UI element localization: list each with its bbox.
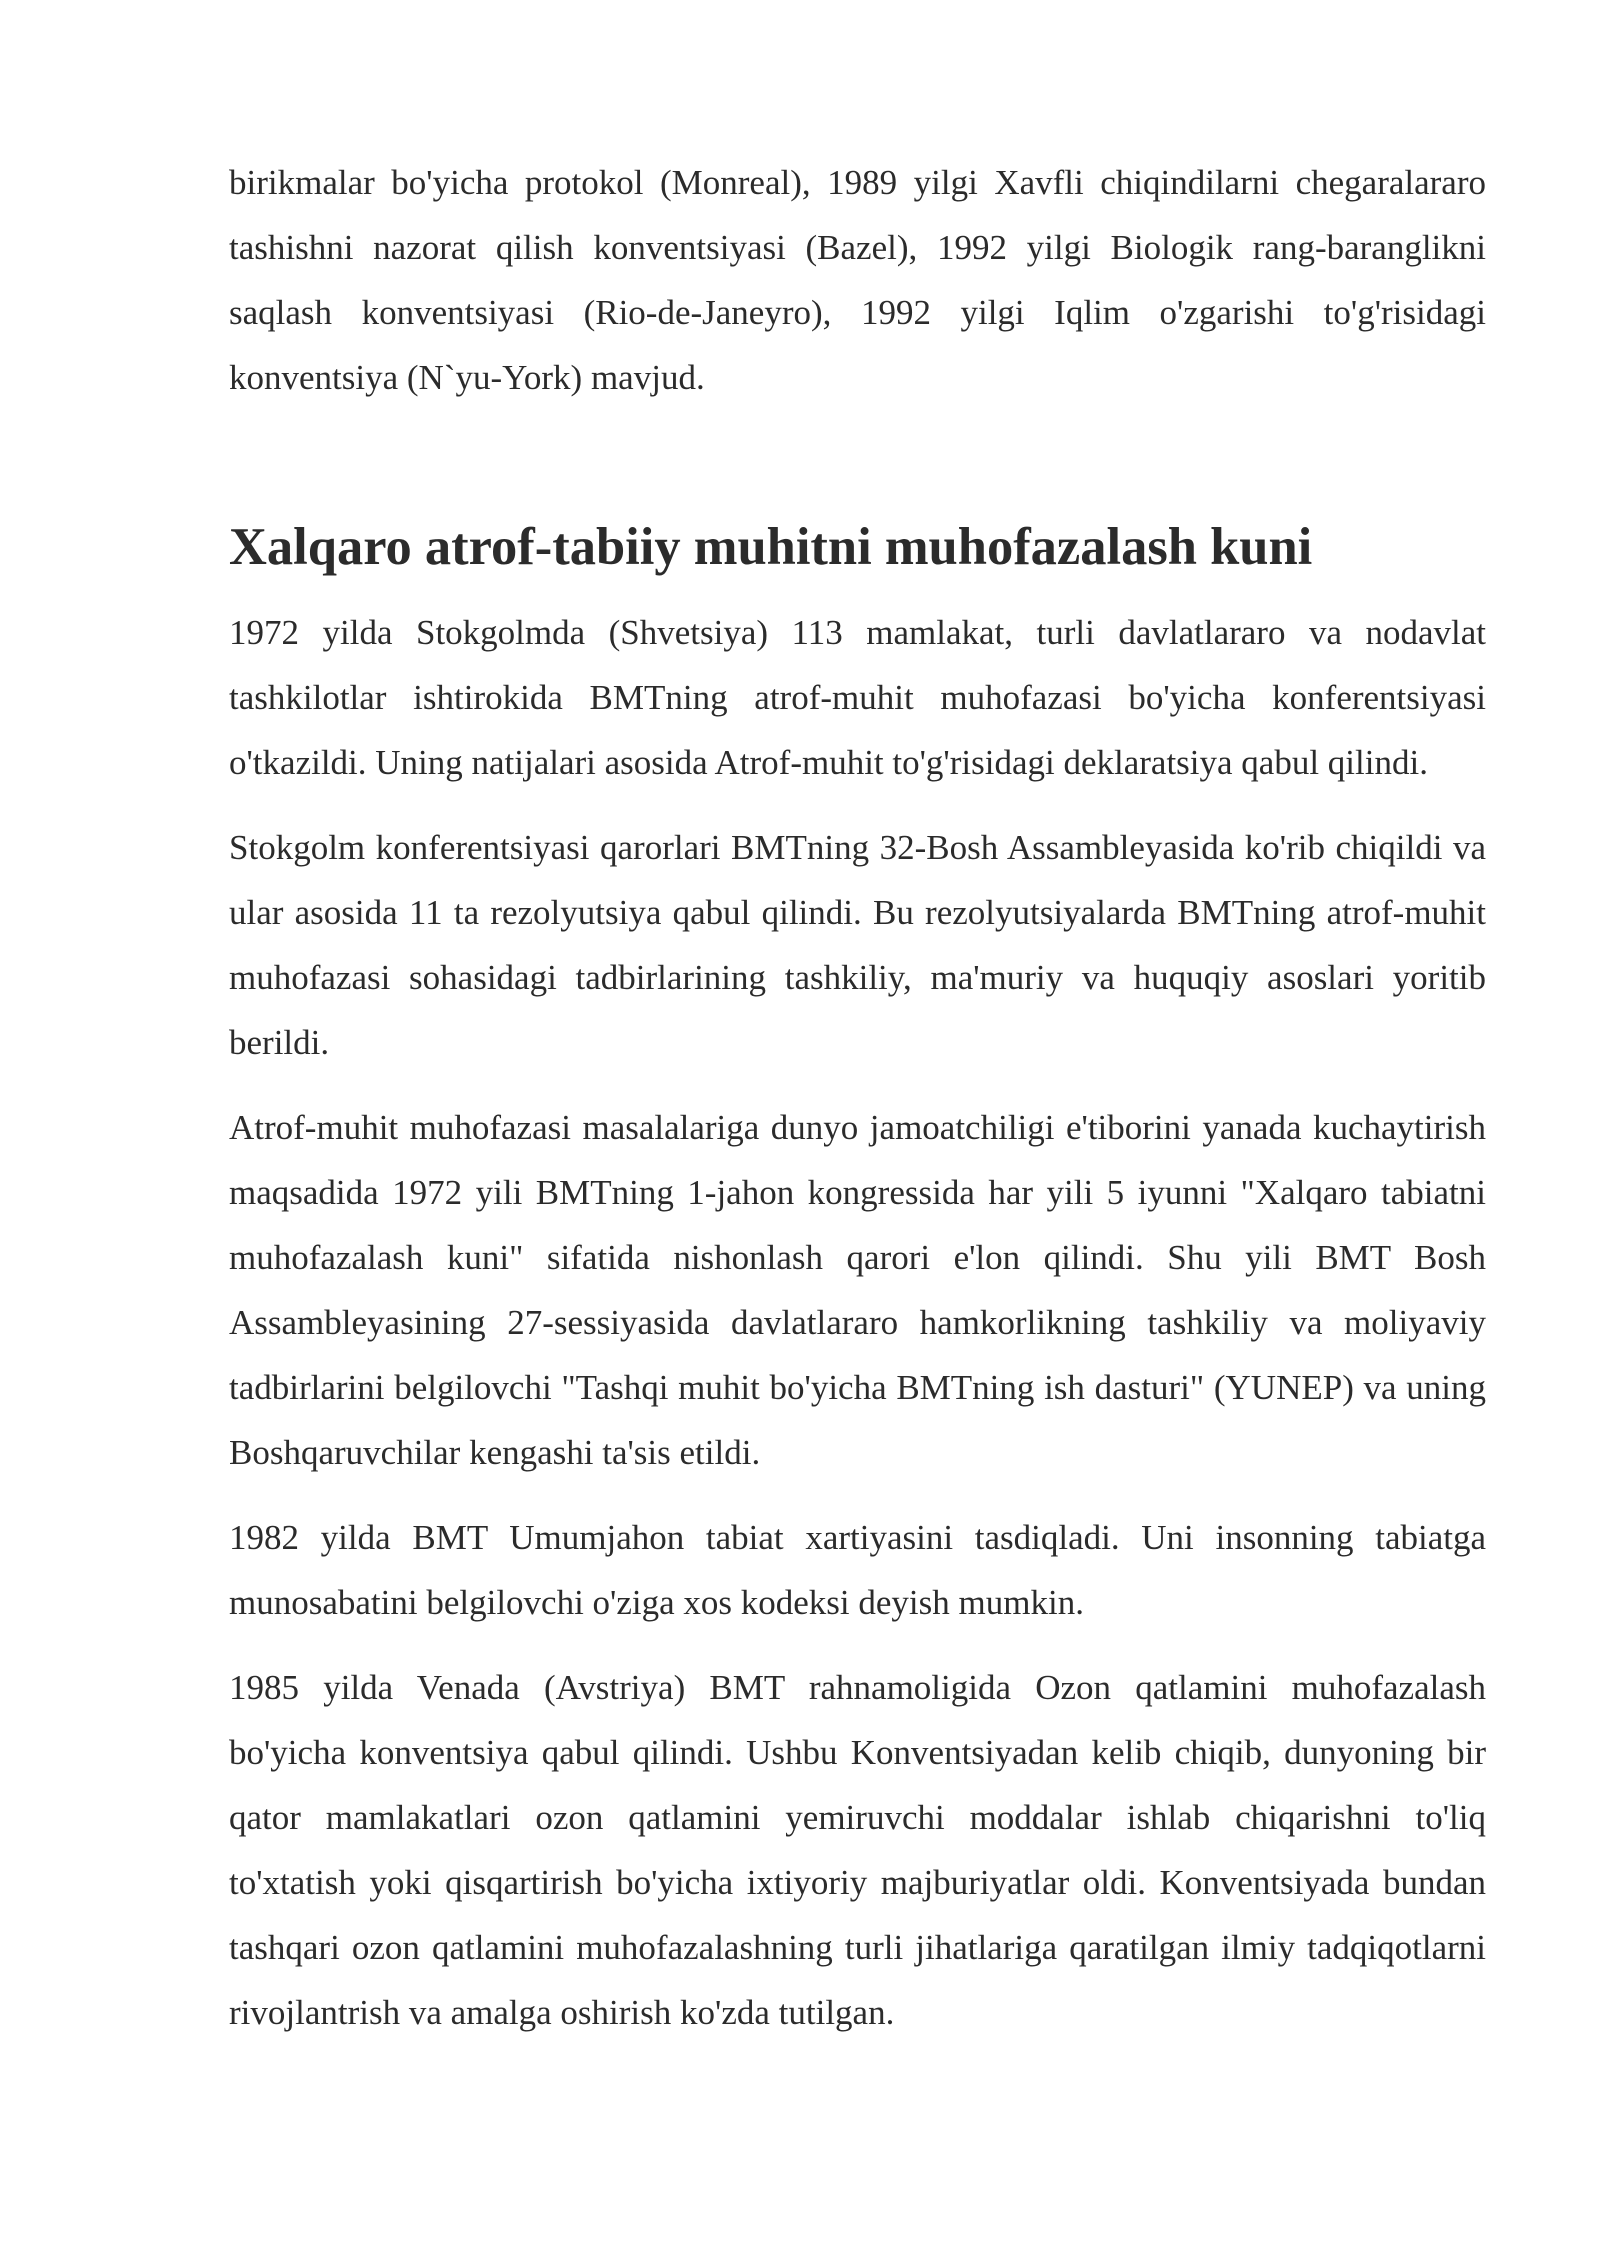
document-page xyxy=(229,150,1486,2045)
paragraph-nature-charter: 1982 yilda BMT Umumjahon tabiat xartiyasini tasdiqladi. Uni insonning tabiatga munosabatini belgilovchi o'ziga xos kodeksi deyish mumkin. xyxy=(229,1518,1486,1622)
paragraph-ozone-convention: 1985 yilda Venada (Avstriya) BMT rahnamoligida Ozon qatlamini muhofazalash bo'yicha konventsiya qabul qilindi. Ushbu Konventsiyadan kelib chiqib, dunyoning bir qator mamlakatlari ozon qatlamini yemiruvchi moddalar ishlab chiqarishni to'liq to'xtatish yoki qisqartirish bo'yicha ixtiyoriy majburiyatlar oldi. Konventsiyada bundan tashqari ozon qatlamini muhofazalashning turli jihatlariga qaratilgan ilmiy tadqiqotlarni rivojlantrish va amalga oshirish ko'zda tutilgan. xyxy=(229,1668,1486,2032)
paragraph-general-assembly: Stokgolm konferentsiyasi qarorlari BMTning 32-Bosh Assambleyasida ko'rib chiqildi va ular asosida 11 ta rezolyutsiya qabul qilindi. Bu rezolyutsiyalarda BMTning atrof-muhit muhofazasi sohasidagi tadbirlarining tashkiliy, ma'muriy va huquqiy asoslari yoritib berildi. xyxy=(229,828,1486,1062)
paragraph-environment-day: Atrof-muhit muhofazasi masalalariga dunyo jamoatchiligi e'tiborini yanada kuchaytirish maqsadida 1972 yili BMTning 1-jahon kongressida har yili 5 iyunni "Xalqaro tabiatni muhofazalash kuni" sifatida nishonlash qarori e'lon qilindi. Shu yili BMT Bosh Assambleyasining 27-sessiyasida davlatlararo hamkorlikning tashkiliy va moliyaviy tadbirlarini belgilovchi "Tashqi muhit bo'yicha BMTning ish dasturi" (YUNEP) va uning Boshqaruvchilar kengashi ta'sis etildi. xyxy=(229,1108,1486,1472)
paragraph-stockholm-conference: 1972 yilda Stokgolmda (Shvetsiya) 113 mamlakat, turli davlatlararo va nodavlat tashkilotlar ishtirokida BMTning atrof-muhit muhofazasi bo'yicha konferentsiyasi o'tkazildi. Uning natijalari asosida Atrof-muhit to'g'risidagi deklaratsiya qabul qilindi. xyxy=(229,613,1486,782)
section-heading: Xalqaro atrof-tabiiy muhitni muhofazalash kuni xyxy=(229,518,1313,576)
intro-paragraph: birikmalar bo'yicha protokol (Monreal), 1989 yilgi Xavfli chiqindilarni chegaralararo tashishni nazorat qilish konventsiyasi (Bazel), 1992 yilgi Biologik rang-baranglikni saqlash konventsiyasi (Rio-de-Janeyro), 1992 yilgi Iqlim o'zgarishi to'g'risidagi konventsiya (N`yu-York) mavjud. xyxy=(229,163,1486,397)
